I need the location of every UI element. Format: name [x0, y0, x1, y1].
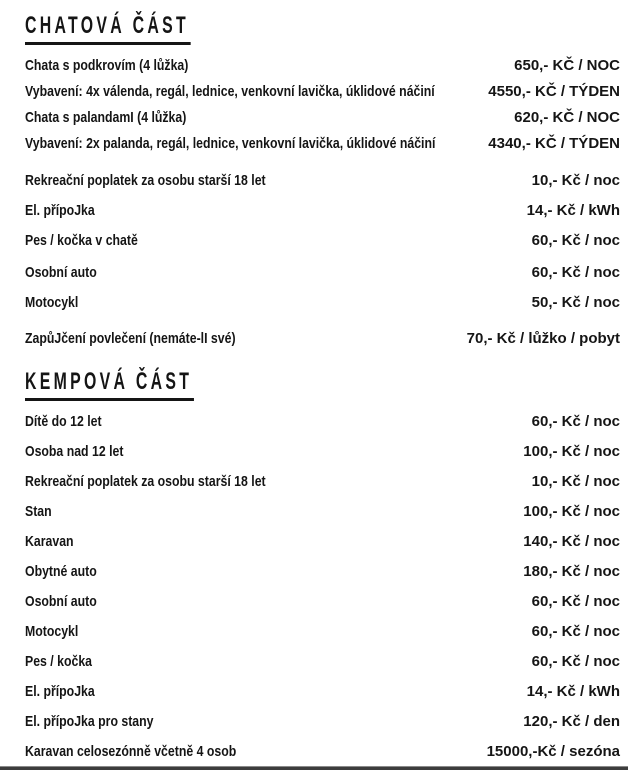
price-row: [25, 166, 620, 196]
row-price: 60,- Kč / noc: [531, 232, 620, 249]
row-price: 60,- Kč / noc: [531, 413, 620, 430]
price-row: [25, 707, 620, 737]
row-label: Vybavení: 4x válenda, regál, lednice, venkovní lavička, úklidové náčiní: [25, 83, 435, 100]
row-label: ZapůJčení povlečení (nemáte-lI své): [25, 330, 236, 347]
row-price: 60,- Kč / noc: [531, 593, 620, 610]
row-label: El. přípoJka pro stany: [25, 713, 154, 730]
price-row: [25, 79, 620, 105]
price-row: [25, 288, 620, 318]
row-price: 60,- Kč / noc: [531, 264, 620, 281]
row-price: 10,- Kč / noc: [531, 473, 620, 490]
row-price: 620,- KČ / NOC: [514, 109, 620, 126]
row-label: Osoba nad 12 let: [25, 443, 124, 460]
row-label: El. přípoJka: [25, 202, 95, 219]
row-price: 4550,- KČ / TÝDEN: [488, 83, 620, 100]
row-price: 120,- Kč / den: [523, 713, 620, 730]
price-row: [25, 557, 620, 587]
row-label: Vybavení: 2x palanda, regál, lednice, venkovní lavička, úklidové náčiní: [25, 135, 436, 152]
price-row: [25, 617, 620, 647]
price-row: [25, 647, 620, 677]
row-price: 140,- Kč / noc: [523, 533, 620, 550]
row-label: Karavan celosezónně včetně 4 osob: [25, 743, 237, 760]
price-row: [25, 226, 620, 256]
row-label: Obytné auto: [25, 563, 97, 580]
row-label: Stan: [25, 503, 52, 520]
row-label: Pes / kočka: [25, 653, 93, 670]
price-row: [25, 53, 620, 79]
price-row: [25, 258, 620, 288]
row-price: 50,- Kč / noc: [531, 294, 620, 311]
price-row: [25, 527, 620, 557]
bottom-divider: [0, 767, 628, 770]
price-row: [25, 324, 620, 354]
row-price: 14,- Kč / kWh: [526, 202, 620, 219]
section-header: [25, 369, 620, 402]
section-title-chatova: CHATOVÁ ČÁST: [25, 13, 191, 45]
price-row: [25, 131, 620, 157]
row-price: 60,- Kč / noc: [531, 623, 620, 640]
price-row: [25, 677, 620, 707]
row-label: Rekreační poplatek za osobu starší 18 let: [25, 172, 266, 189]
row-label: Rekreační poplatek za osobu starší 18 let: [25, 473, 266, 490]
price-row: [25, 196, 620, 226]
price-row: [25, 587, 620, 617]
section-kempova-cast: [25, 369, 620, 767]
price-row: [25, 407, 620, 437]
row-label: Dítě do 12 let: [25, 413, 102, 430]
row-price: 70,- Kč / lůžko / pobyt: [466, 330, 620, 347]
price-row: [25, 467, 620, 497]
row-label: Pes / kočka v chatě: [25, 232, 138, 249]
row-price: 100,- Kč / noc: [523, 503, 620, 520]
row-price: 180,- Kč / noc: [523, 563, 620, 580]
price-row: [25, 737, 620, 767]
price-row: [25, 497, 620, 527]
row-price: 60,- Kč / noc: [531, 653, 620, 670]
row-label: Motocykl: [25, 623, 79, 640]
section-title-kempova: KEMPOVÁ ČÁST: [25, 369, 194, 401]
row-price: 4340,- KČ / TÝDEN: [488, 135, 620, 152]
row-price: 15000,-Kč / sezóna: [486, 743, 620, 760]
section-chatova-cast: [25, 13, 620, 354]
row-label: Osobní auto: [25, 264, 97, 281]
row-price: 100,- Kč / noc: [523, 443, 620, 460]
row-label: Chata s palandamI (4 lůžka): [25, 109, 187, 126]
row-label: Osobní auto: [25, 593, 97, 610]
row-price: 650,- KČ / NOC: [514, 57, 620, 74]
row-label: Chata s podkrovím (4 lůžka): [25, 57, 189, 74]
row-label: El. přípoJka: [25, 683, 95, 700]
row-label: Karavan: [25, 533, 74, 550]
row-label: Motocykl: [25, 294, 79, 311]
section-header: [25, 13, 620, 46]
price-row: [25, 105, 620, 131]
price-row: [25, 437, 620, 467]
row-price: 10,- Kč / noc: [531, 172, 620, 189]
row-price: 14,- Kč / kWh: [526, 683, 620, 700]
